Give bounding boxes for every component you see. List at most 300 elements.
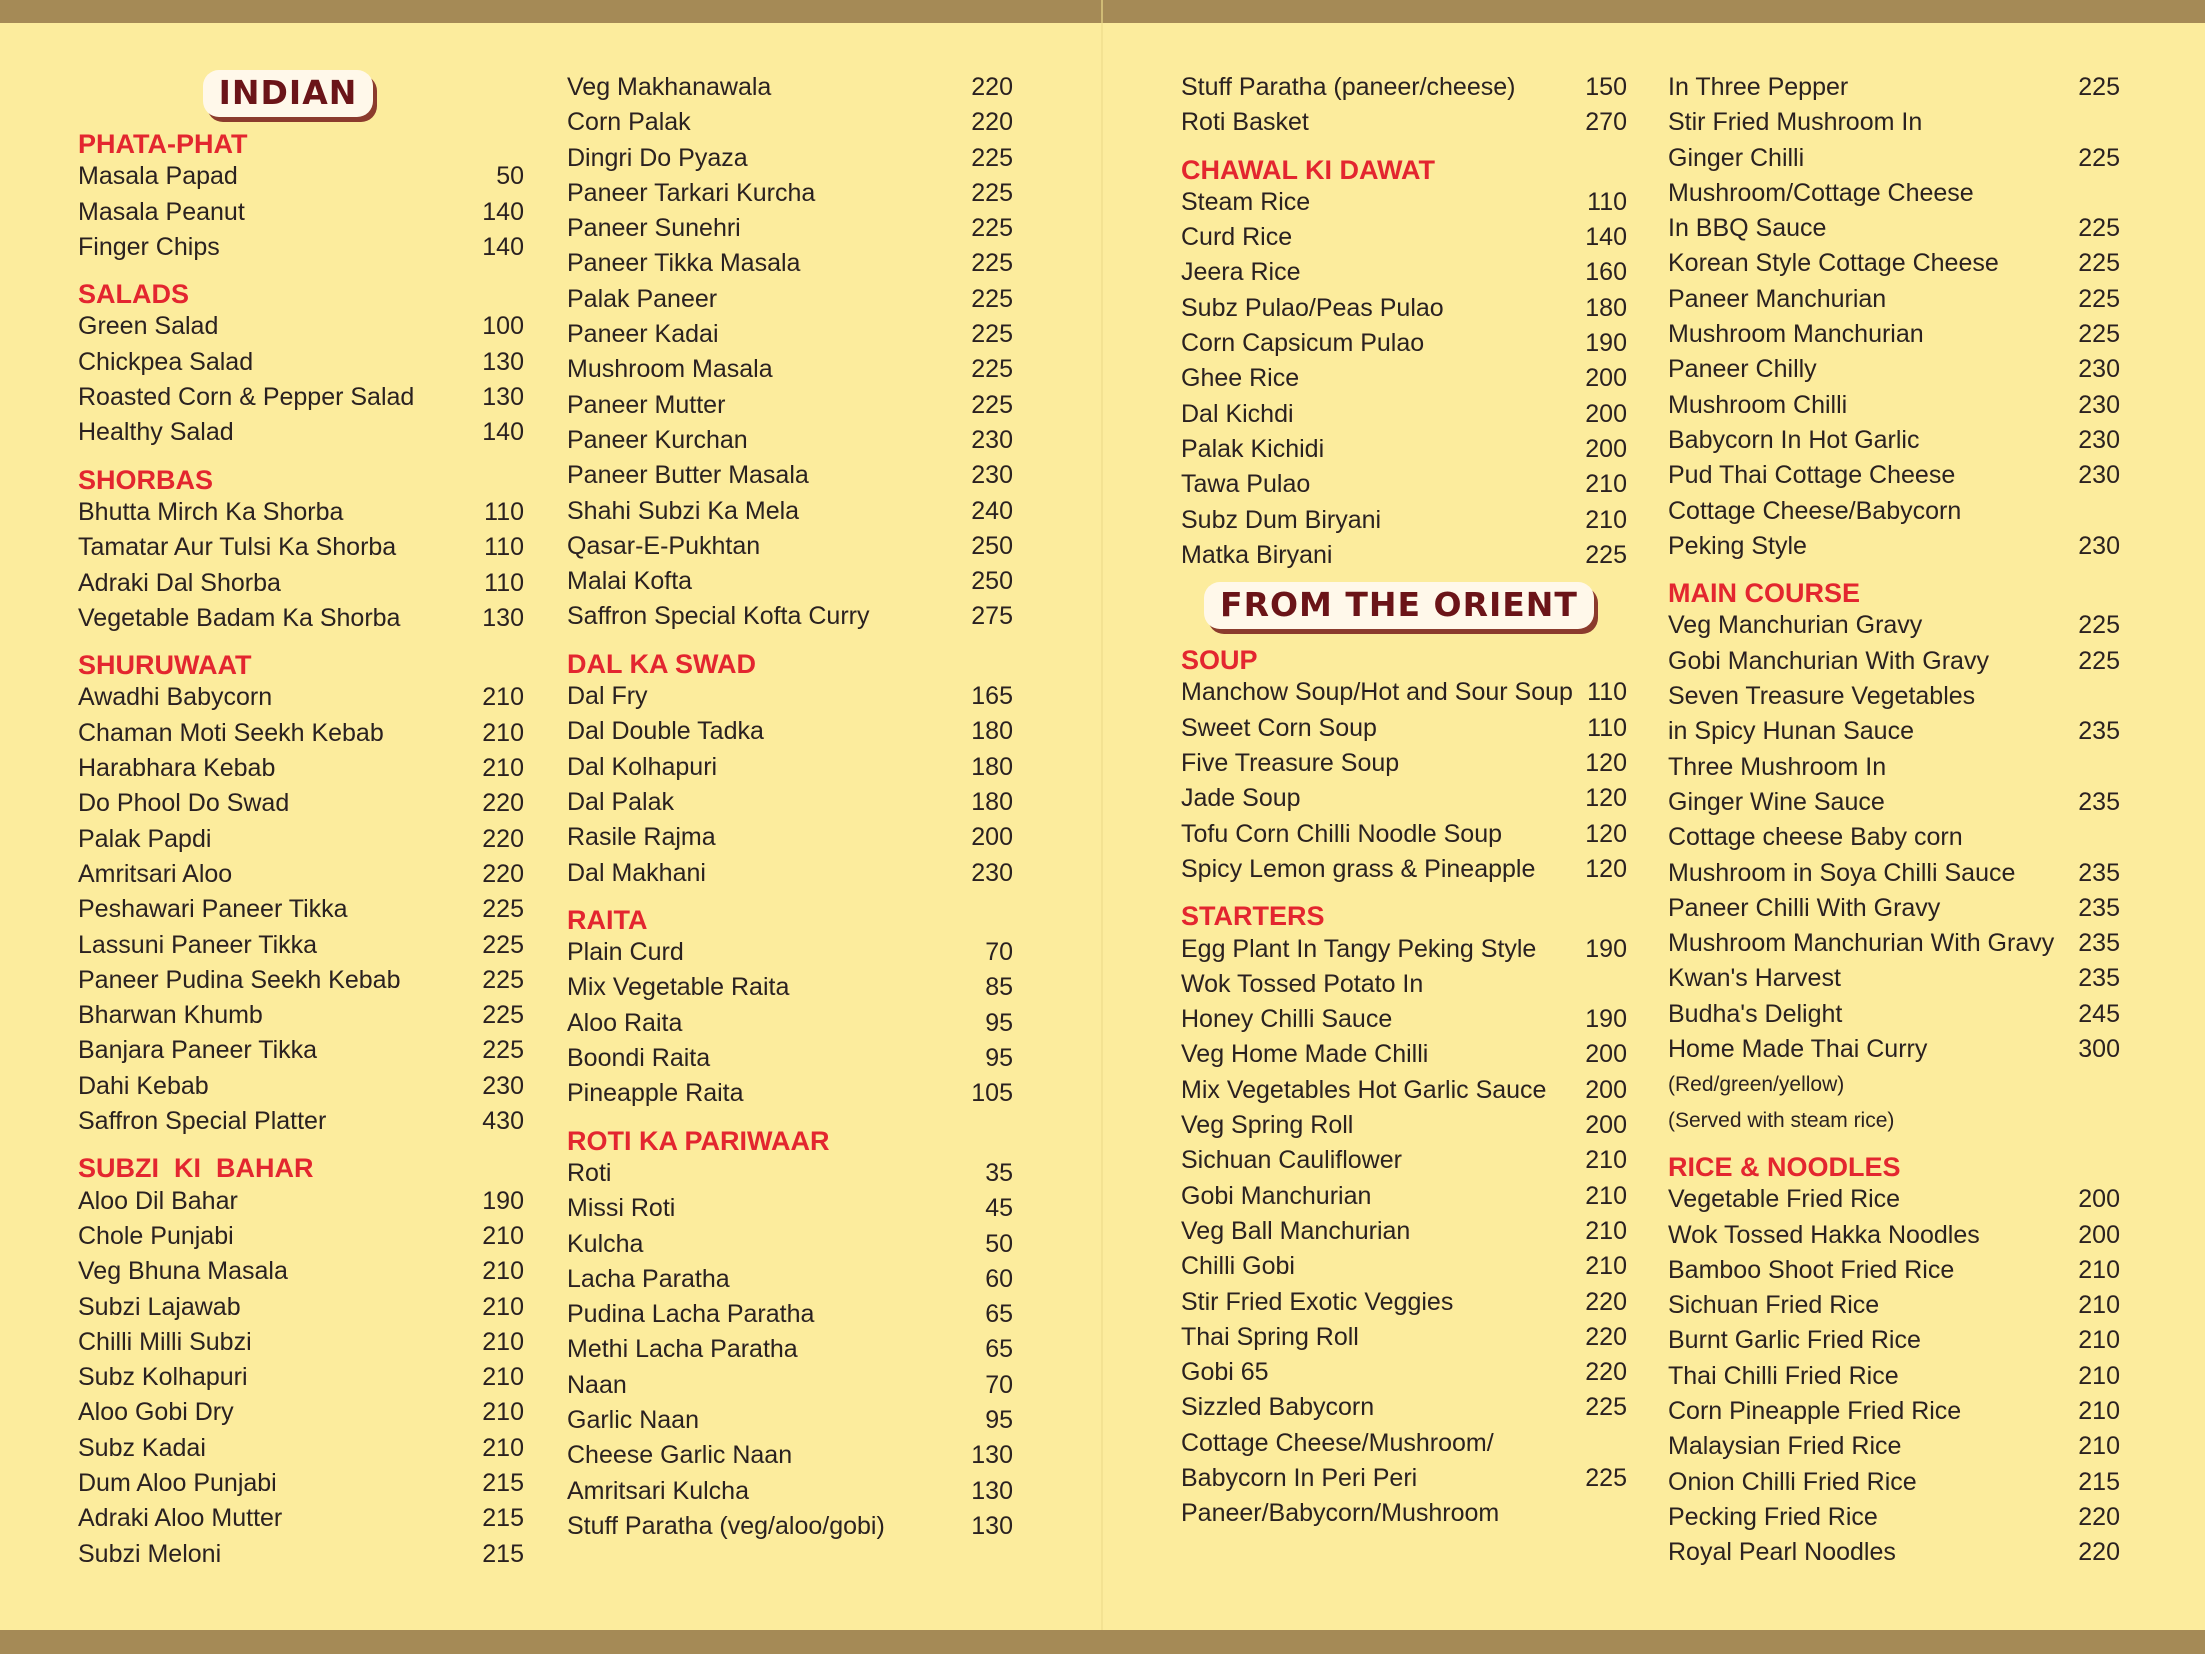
menu-item-name: Dal Makhani: [567, 858, 706, 887]
menu-item-price: 250: [971, 567, 1013, 596]
menu-item: [1668, 1429, 2120, 1464]
menu-item-name: Lacha Paratha: [567, 1264, 730, 1293]
menu-item-price: 225: [2078, 249, 2120, 278]
menu-item-name: Subzi Meloni: [78, 1539, 222, 1568]
menu-item-name: Stuff Paratha (veg/aloo/gobi): [567, 1511, 885, 1540]
menu-item: [1668, 785, 2120, 820]
menu-item: [78, 963, 524, 998]
menu-item: [567, 494, 1013, 529]
menu-item: [78, 1033, 524, 1068]
menu-item: [1181, 932, 1627, 967]
menu-item: [78, 928, 524, 963]
menu-item-name: Dal Palak: [567, 787, 674, 816]
menu-item: [1668, 352, 2120, 387]
menu-item-price: 50: [985, 1229, 1013, 1258]
menu-item-name: In BBQ Sauce: [1668, 214, 1827, 243]
menu-item-name: Vegetable Badam Ka Shorba: [78, 603, 401, 632]
menu-item-price: 95: [985, 1044, 1013, 1073]
menu-item-price: 105: [971, 1079, 1013, 1108]
menu-item: [567, 1076, 1013, 1111]
menu-item-name: Thai Spring Roll: [1181, 1322, 1359, 1351]
menu-item: [567, 1474, 1013, 1509]
menu-item: [1668, 856, 2120, 891]
menu-item-price: 275: [971, 602, 1013, 631]
menu-item-name: Burnt Garlic Fried Rice: [1668, 1326, 1921, 1355]
menu-item: [1181, 1179, 1627, 1214]
menu-item: [1668, 105, 2120, 140]
menu-item-name: Saffron Special Kofta Curry: [567, 602, 870, 631]
menu-item-price: 215: [482, 1539, 524, 1568]
menu-item: [567, 317, 1013, 352]
menu-item-price: 210: [1585, 470, 1627, 499]
menu-item-price: 120: [1585, 819, 1627, 848]
menu-item: [567, 1403, 1013, 1438]
menu-item-name: Paneer/Babycorn/Mushroom: [1181, 1499, 1500, 1528]
section-continued: [567, 70, 1013, 635]
menu-item: [1668, 176, 2120, 211]
menu-item: [1668, 211, 2120, 246]
menu-item-name: Home Made Thai Curry: [1668, 1035, 1928, 1064]
menu-item-name: Mix Vegetables Hot Garlic Sauce: [1181, 1075, 1547, 1104]
menu-item-price: 230: [2078, 425, 2120, 454]
section-chawal-ki-dawat: [1181, 150, 1627, 574]
menu-item: [1668, 997, 2120, 1032]
menu-item-name: Chickpea Salad: [78, 347, 254, 376]
menu-item: [567, 423, 1013, 458]
menu-item-name: Subz Dum Biryani: [1181, 505, 1382, 534]
menu-item-name: Manchow Soup/Hot and Sour Soup: [1181, 678, 1573, 707]
menu-item-price: 120: [1585, 854, 1627, 883]
menu-item-name: Chilli Milli Subzi: [78, 1327, 252, 1356]
menu-item-name: Paneer Mutter: [567, 390, 726, 419]
menu-item-price: 225: [971, 320, 1013, 349]
menu-item-name: Curd Rice: [1181, 223, 1293, 252]
menu-item-price: 215: [482, 1468, 524, 1497]
menu-item-price: 210: [482, 1398, 524, 1427]
menu-item: [1181, 1002, 1627, 1037]
menu-item-name: Spicy Lemon grass & Pineapple: [1181, 854, 1536, 883]
menu-item-price: 430: [482, 1107, 524, 1136]
menu-item: [1668, 1218, 2120, 1253]
menu-item: [1668, 388, 2120, 423]
section-starters: [1181, 896, 1627, 1531]
menu-item: [78, 822, 524, 857]
menu-item-name: Chole Punjabi: [78, 1221, 234, 1250]
menu-item-price: 65: [985, 1300, 1013, 1329]
menu-item-name: Dal Kichdi: [1181, 399, 1294, 428]
menu-item: [567, 105, 1013, 140]
menu-item-price: 210: [2078, 1432, 2120, 1461]
menu-item: [78, 1395, 524, 1430]
menu-item-name: Cheese Garlic Naan: [567, 1441, 793, 1470]
menu-item-price: 210: [2078, 1291, 2120, 1320]
menu-item-price: 140: [482, 418, 524, 447]
menu-item-price: 200: [1585, 1075, 1627, 1104]
menu-item-price: 220: [2078, 1502, 2120, 1531]
menu-item-name: Awadhi Babycorn: [78, 683, 273, 712]
menu-item: [78, 1219, 524, 1254]
menu-item: [1181, 1073, 1627, 1108]
menu-item-price: 110: [1587, 678, 1627, 707]
menu-item-name: Corn Pineapple Fried Rice: [1668, 1396, 1962, 1425]
menu-item-price: 225: [971, 143, 1013, 172]
menu-item-price: 160: [1585, 258, 1627, 287]
section-continued: [1668, 70, 2120, 564]
menu-item: [1181, 397, 1627, 432]
menu-item-name: Ginger Wine Sauce: [1668, 787, 1885, 816]
menu-item-name: Healthy Salad: [78, 418, 234, 447]
menu-item-name: Babycorn In Peri Peri: [1181, 1463, 1418, 1492]
menu-item: [1668, 714, 2120, 749]
menu-item-name: Malaysian Fried Rice: [1668, 1432, 1902, 1461]
menu-item-price: 70: [985, 1370, 1013, 1399]
menu-item-name: Harabhara Kebab: [78, 754, 276, 783]
menu-item-name: Veg Manchurian Gravy: [1668, 611, 1923, 640]
menu-item-name: Veg Makhanawala: [567, 73, 772, 101]
menu-item: [1181, 1214, 1627, 1249]
menu-item-name: Budha's Delight: [1668, 999, 1843, 1028]
menu-item: [78, 892, 524, 927]
menu-item-name: Wok Tossed Hakka Noodles: [1668, 1220, 1980, 1249]
menu-item: [78, 566, 524, 601]
menu-item-name: Onion Chilli Fried Rice: [1668, 1467, 1917, 1496]
menu-item: [78, 1325, 524, 1360]
menu-item-price: 220: [482, 789, 524, 818]
menu-item: [1181, 1426, 1627, 1461]
menu-item: [1181, 105, 1627, 140]
menu-item-price: 200: [1585, 1111, 1627, 1140]
menu-item-name: Stuff Paratha (paneer/cheese): [1181, 73, 1516, 101]
menu-item: [1181, 467, 1627, 502]
menu-item: [567, 599, 1013, 634]
menu-item-name: Aloo Gobi Dry: [78, 1398, 234, 1427]
menu-item: [567, 564, 1013, 599]
menu-item-name: Paneer Kadai: [567, 320, 719, 349]
menu-item-price: 225: [1585, 540, 1627, 569]
section-heading: SHURUWAAT: [78, 650, 252, 681]
menu-item: [78, 380, 524, 415]
menu-item-price: 70: [985, 938, 1013, 967]
menu-item: [78, 1501, 524, 1536]
menu-item-name: Kulcha: [567, 1229, 644, 1258]
from-the-orient-banner: [1181, 582, 1627, 638]
menu-item: [1668, 750, 2120, 785]
menu-item-name: Stir Fried Mushroom In: [1668, 108, 1923, 137]
menu-item-price: 220: [971, 108, 1013, 137]
menu-item-price: 300: [2078, 1035, 2120, 1064]
menu-item-price: 110: [1587, 713, 1627, 742]
section-shuruwaat: [78, 645, 524, 1139]
menu-column-4: [1668, 70, 2120, 1579]
menu-item-name: Malai Kofta: [567, 567, 693, 596]
menu-item-price: 190: [1585, 934, 1627, 963]
menu-item: [1668, 1535, 2120, 1570]
section-heading: CHAWAL KI DAWAT: [1181, 154, 1435, 185]
menu-item-price: 210: [1585, 505, 1627, 534]
menu-item-price: 130: [482, 603, 524, 632]
menu-item-price: 130: [971, 1476, 1013, 1505]
menu-item-name: Paneer Kurchan: [567, 425, 748, 454]
menu-item-price: 220: [482, 859, 524, 888]
menu-item-price: 235: [2078, 929, 2120, 958]
section-heading: RICE & NOODLES: [1668, 1151, 1901, 1182]
menu-item-price: 210: [1585, 1216, 1627, 1245]
banner-title: INDIAN: [203, 70, 374, 117]
menu-item-name: (Red/green/yellow): [1668, 1073, 1845, 1097]
menu-item-price: 225: [2078, 214, 2120, 243]
menu-item-name: Chaman Moti Seekh Kebab: [78, 718, 384, 747]
menu-item-name: Ginger Chilli: [1668, 143, 1805, 172]
menu-item: [1668, 820, 2120, 855]
menu-item: [1181, 967, 1627, 1002]
menu-item-price: 95: [985, 1405, 1013, 1434]
menu-item-price: 225: [482, 895, 524, 924]
menu-item-price: 230: [2078, 531, 2120, 560]
menu-item: [1668, 246, 2120, 281]
menu-item: [1181, 185, 1627, 220]
menu-item: [567, 1227, 1013, 1262]
menu-item: [78, 1537, 524, 1572]
menu-item: [1181, 326, 1627, 361]
menu-item-price: 180: [1585, 293, 1627, 322]
menu-item-price: 210: [482, 1327, 524, 1356]
menu-item-price: 240: [971, 496, 1013, 525]
menu-item: [1668, 679, 2120, 714]
menu-item: [567, 1509, 1013, 1544]
section-heading: SALADS: [78, 279, 190, 310]
menu-item-name: Mushroom in Soya Chilli Sauce: [1668, 858, 2016, 887]
menu-item-name: Gobi Manchurian: [1181, 1181, 1372, 1210]
menu-item-name: Mix Vegetable Raita: [567, 973, 790, 1002]
menu-item-name: Honey Chilli Sauce: [1181, 1005, 1393, 1034]
menu-item-name: Boondi Raita: [567, 1044, 711, 1073]
menu-item-price: 130: [482, 383, 524, 412]
menu-item-price: 140: [482, 197, 524, 226]
menu-item: [78, 230, 524, 265]
menu-item: [567, 970, 1013, 1005]
menu-item: [78, 415, 524, 450]
menu-item-name: Qasar-E-Pukhtan: [567, 531, 761, 560]
menu-item-price: 230: [971, 425, 1013, 454]
section-dal-ka-swad: [567, 644, 1013, 891]
menu-item-name: Chilli Gobi: [1181, 1252, 1295, 1281]
menu-item-price: 190: [1585, 1005, 1627, 1034]
menu-item-name: Bhutta Mirch Ka Shorba: [78, 497, 344, 526]
menu-item-price: 230: [2078, 355, 2120, 384]
menu-item-price: 230: [971, 461, 1013, 490]
menu-item-name: Gobi 65: [1181, 1358, 1269, 1387]
menu-item-name: Subz Pulao/Peas Pulao: [1181, 293, 1444, 322]
menu-item: [567, 820, 1013, 855]
menu-item-name: Seven Treasure Vegetables: [1668, 682, 1976, 711]
menu-item-price: 225: [2078, 646, 2120, 675]
menu-item-price: 165: [971, 682, 1013, 711]
menu-item-price: 190: [482, 1186, 524, 1215]
menu-item-name: Dal Fry: [567, 682, 648, 711]
menu-item-name: Sichuan Fried Rice: [1668, 1291, 1880, 1320]
menu-item: [1668, 1067, 2120, 1102]
menu-item-name: Wok Tossed Potato In: [1181, 969, 1424, 998]
menu-item: [567, 679, 1013, 714]
menu-item: [1668, 644, 2120, 679]
menu-item-price: 140: [1585, 223, 1627, 252]
menu-item-name: Kwan's Harvest: [1668, 964, 1841, 993]
menu-item-price: 270: [1585, 108, 1627, 137]
banner-title: FROM THE ORIENT: [1204, 582, 1594, 629]
menu-item-price: 225: [2078, 73, 2120, 101]
menu-item: [78, 601, 524, 636]
menu-item-price: 210: [482, 683, 524, 712]
menu-item: [78, 309, 524, 344]
menu-item-name: Pud Thai Cottage Cheese: [1668, 461, 1956, 490]
menu-item: [1181, 291, 1627, 326]
menu-column-2: [567, 70, 1013, 1553]
menu-item: [1668, 494, 2120, 529]
menu-item-name: Banjara Paneer Tikka: [78, 1036, 318, 1065]
menu-item: [1668, 458, 2120, 493]
menu-item-name: Cottage cheese Baby corn: [1668, 823, 1963, 852]
menu-item: [1668, 608, 2120, 643]
menu-item: [1668, 317, 2120, 352]
menu-item: [1668, 70, 2120, 105]
menu-item-price: 210: [1585, 1146, 1627, 1175]
menu-item: [78, 1069, 524, 1104]
menu-item-price: 50: [496, 162, 524, 191]
menu-item-name: Veg Home Made Chilli: [1181, 1040, 1429, 1069]
menu-item: [1668, 423, 2120, 458]
menu-item-price: 220: [482, 824, 524, 853]
menu-item-name: Paneer Manchurian: [1668, 284, 1887, 313]
menu-item: [1181, 432, 1627, 467]
menu-item: [567, 458, 1013, 493]
menu-item-name: Babycorn In Hot Garlic: [1668, 425, 1920, 454]
menu-item-name: Naan: [567, 1370, 627, 1399]
menu-item: [78, 1254, 524, 1289]
section-heading: ROTI KA PARIWAAR: [567, 1125, 830, 1156]
menu-item-name: Palak Kichidi: [1181, 434, 1325, 463]
menu-item-price: 85: [985, 973, 1013, 1002]
menu-item: [78, 857, 524, 892]
menu-item-price: 235: [2078, 787, 2120, 816]
menu-item-name: Saffron Special Platter: [78, 1107, 327, 1136]
menu-item-name: Pineapple Raita: [567, 1079, 744, 1108]
menu-item-price: 210: [482, 1433, 524, 1462]
menu-item-name: Gobi Manchurian With Gravy: [1668, 646, 1989, 675]
menu-item-name: Pudina Lacha Paratha: [567, 1300, 815, 1329]
menu-item-name: Dingri Do Pyaza: [567, 143, 748, 172]
menu-item-price: 45: [985, 1194, 1013, 1223]
menu-item-price: 190: [1585, 329, 1627, 358]
menu-item-name: Dum Aloo Punjabi: [78, 1468, 277, 1497]
menu-item-price: 65: [985, 1335, 1013, 1364]
menu-item: [567, 141, 1013, 176]
menu-item: [1181, 852, 1627, 887]
menu-item: [567, 1006, 1013, 1041]
menu-item: [78, 1184, 524, 1219]
menu-item: [1668, 891, 2120, 926]
menu-item-name: Paneer Sunehri: [567, 214, 741, 243]
menu-item-price: 230: [2078, 390, 2120, 419]
menu-item-name: Subz Kolhapuri: [78, 1363, 248, 1392]
menu-item-price: 225: [2078, 284, 2120, 313]
menu-item-name: Subz Kadai: [78, 1433, 206, 1462]
menu-item-name: Veg Spring Roll: [1181, 1111, 1354, 1140]
menu-item-price: 225: [971, 284, 1013, 313]
menu-item-price: 150: [1585, 73, 1627, 101]
menu-item-name: Mushroom Manchurian With Gravy: [1668, 929, 2055, 958]
menu-item: [1668, 1182, 2120, 1217]
menu-item-price: 225: [1585, 1393, 1627, 1422]
menu-item: [567, 1438, 1013, 1473]
menu-item-price: 220: [2078, 1538, 2120, 1567]
menu-item-price: 225: [1585, 1463, 1627, 1492]
menu-item: [1668, 961, 2120, 996]
menu-item-name: Paneer Chilli With Gravy: [1668, 893, 1941, 922]
section-heading: DAL KA SWAD: [567, 648, 756, 679]
menu-item: [1181, 817, 1627, 852]
menu-item-price: 225: [971, 214, 1013, 243]
menu-item-price: 100: [482, 312, 524, 341]
menu-item-price: 225: [2078, 320, 2120, 349]
menu-item: [567, 529, 1013, 564]
menu-item: [567, 211, 1013, 246]
menu-item: [78, 1104, 524, 1139]
menu-item: [1668, 1323, 2120, 1358]
menu-item-name: Mushroom Manchurian: [1668, 320, 1924, 349]
menu-item-name: Peking Style: [1668, 531, 1807, 560]
menu-item-price: 210: [482, 718, 524, 747]
menu-item-name: Roti: [567, 1158, 612, 1187]
menu-item-price: 220: [1585, 1287, 1627, 1316]
section-phata-phat: [78, 124, 524, 265]
menu-item: [567, 1297, 1013, 1332]
section-heading: SHORBAS: [78, 464, 214, 495]
section-heading: PHATA-PHAT: [78, 129, 248, 159]
menu-item: [567, 1262, 1013, 1297]
menu-item: [1181, 1320, 1627, 1355]
menu-item-price: 200: [2078, 1220, 2120, 1249]
menu-item: [1668, 1103, 2120, 1138]
menu-item: [567, 785, 1013, 820]
menu-item-name: Peshawari Paneer Tikka: [78, 895, 348, 924]
menu-item: [567, 750, 1013, 785]
menu-item-price: 200: [2078, 1185, 2120, 1214]
menu-item-price: 95: [985, 1008, 1013, 1037]
menu-item: [1668, 1253, 2120, 1288]
menu-item: [78, 1290, 524, 1325]
menu-item: [1668, 282, 2120, 317]
menu-item-name: Royal Pearl Noodles: [1668, 1538, 1896, 1567]
menu-item-price: 245: [2078, 999, 2120, 1028]
menu-item-name: Dal Kolhapuri: [567, 752, 718, 781]
menu-item-name: Paneer Tikka Masala: [567, 249, 801, 278]
menu-item: [78, 786, 524, 821]
menu-item: [567, 935, 1013, 970]
menu-item-name: Matka Biryani: [1181, 540, 1333, 569]
menu-item: [1668, 529, 2120, 564]
menu-item-name: Palak Paneer: [567, 284, 718, 313]
menu-item-name: Aloo Dil Bahar: [78, 1186, 238, 1215]
menu-item-price: 225: [482, 930, 524, 959]
menu-item-price: 60: [985, 1264, 1013, 1293]
section-heading: SUBZI KI BAHAR: [78, 1153, 314, 1184]
menu-item: [78, 680, 524, 715]
menu-item: [78, 530, 524, 565]
menu-item-price: 35: [985, 1158, 1013, 1187]
menu-item-name: Paneer Pudina Seekh Kebab: [78, 965, 401, 994]
menu-item-name: Plain Curd: [567, 938, 684, 967]
menu-item-price: 235: [2078, 858, 2120, 887]
